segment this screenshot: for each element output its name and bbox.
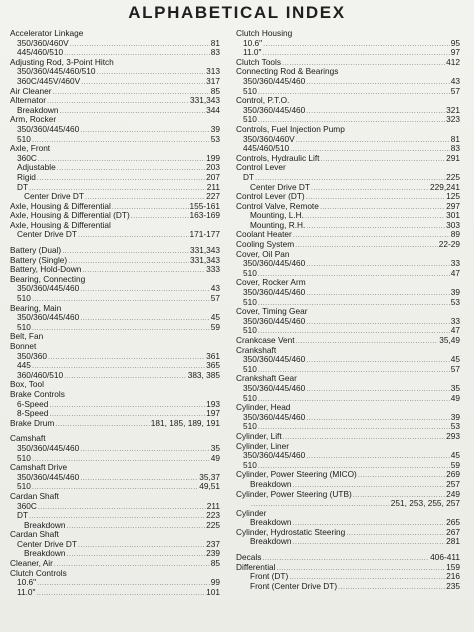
index-entry: [236, 106, 460, 116]
index-entry: [10, 473, 220, 483]
entry-label: Cylinder, Power Steering (MICO): [236, 469, 357, 480]
entry-label: Crankshaft: [236, 344, 277, 355]
entry-page-number: 237: [206, 538, 220, 549]
entry-label: Connecting Rod & Bearings: [236, 66, 339, 77]
entry-label: Camshaft Drive: [10, 462, 68, 473]
entry-label: Front (DT): [250, 571, 289, 582]
index-entry: [10, 419, 220, 429]
entry-label: Cylinder, Power Steering (UTB): [236, 488, 352, 499]
entry-label: Center Drive DT: [17, 229, 77, 240]
entry-page-number: 383, 385: [187, 369, 220, 380]
index-entry: [10, 588, 220, 598]
page-title: ALPHABETICAL INDEX: [128, 3, 346, 22]
index-entry: [10, 352, 220, 362]
dot-leader: [36, 589, 205, 599]
entry-page-number: 203: [206, 162, 220, 173]
entry-page-number: 53: [450, 296, 460, 307]
dot-leader: [306, 414, 449, 424]
entry-page-number: 22-29: [438, 239, 460, 250]
entry-label: Control Lever: [236, 162, 286, 173]
entry-label: 510: [17, 452, 31, 463]
entry-page-number: 59: [210, 321, 220, 332]
entry-label: Alternator: [10, 95, 46, 106]
entry-page-number: 216: [446, 571, 460, 582]
dot-leader: [295, 241, 438, 251]
entry-page-number: 293: [446, 430, 460, 441]
entry-page-number: 269: [446, 469, 460, 480]
entry-page-number: 239: [206, 548, 220, 559]
entry-label: Belt, Fan: [10, 331, 44, 342]
entry-label: Battery, Hold-Down: [10, 264, 82, 275]
entry-page-number: 297: [446, 200, 460, 211]
entry-page-number: 265: [446, 517, 460, 528]
entry-page-number: 412: [446, 56, 460, 67]
entry-label: 510: [17, 133, 31, 144]
dot-leader: [48, 353, 205, 363]
entry-page-number: 313: [206, 66, 220, 77]
entry-label: 445/460/510: [17, 47, 64, 58]
entry-page-number: 193: [206, 398, 220, 409]
index-entry: [10, 313, 220, 323]
entry-label: 11.0": [17, 586, 36, 597]
dot-leader: [277, 564, 446, 574]
entry-page-number: 317: [206, 75, 220, 86]
index-entry: [10, 332, 220, 342]
dot-leader: [53, 88, 210, 98]
entry-label: Axle, Front: [10, 143, 51, 154]
entry-label: Arm, Rocker: [10, 114, 57, 125]
entry-label: 350/360/460V: [243, 133, 295, 144]
entry-label: Battery (Dual): [10, 245, 62, 256]
entry-page-number: 45: [450, 450, 460, 461]
entry-label: 8-Speed: [17, 408, 49, 419]
entry-page-number: 303: [446, 219, 460, 230]
entry-label: Brake Drum: [10, 417, 55, 428]
dot-leader: [38, 155, 205, 165]
entry-page-number: 323: [446, 114, 460, 125]
index-entry: [236, 288, 460, 298]
entry-label: Decals: [236, 552, 262, 563]
entry-label: Center Drive DT: [24, 191, 84, 202]
dot-leader: [82, 266, 205, 276]
dot-leader: [80, 126, 209, 136]
dot-leader: [346, 529, 445, 539]
entry-page-number: 53: [450, 421, 460, 432]
entry-label: Control Valve, Remote: [236, 200, 319, 211]
dot-leader: [311, 184, 429, 194]
entry-label: 350/360/445/460: [17, 442, 80, 453]
dot-leader: [263, 40, 450, 50]
entry-label: 510: [243, 392, 257, 403]
dot-leader: [32, 136, 210, 146]
entry-label: Accelerator Linkage: [10, 28, 84, 38]
entry-label: 350/360/445/460: [17, 312, 80, 323]
entry-page-number: 251, 253, 255, 257: [390, 498, 460, 509]
index-entry: [10, 230, 220, 240]
entry-page-number: 53: [210, 133, 220, 144]
dot-leader: [306, 289, 449, 299]
entry-page-number: 83: [210, 47, 220, 58]
entry-page-number: 95: [450, 37, 460, 48]
entry-label: Cylinder, Head: [236, 402, 291, 413]
entry-label: Cardan Shaft: [10, 490, 59, 501]
entry-label: 350/360/445/460: [17, 123, 80, 134]
entry-label: Air Cleaner: [10, 85, 52, 96]
entry-page-number: 207: [206, 171, 220, 182]
entry-label: Camshaft: [10, 433, 46, 444]
dot-leader: [67, 550, 206, 560]
entry-label: 350/360/445/460: [243, 104, 306, 115]
entry-page-number: 97: [450, 47, 460, 58]
entry-label: Control, P.T.O.: [236, 95, 290, 106]
entry-label: Breakdown: [24, 548, 66, 559]
index-entry: [10, 502, 220, 512]
dot-leader: [49, 401, 205, 411]
entry-page-number: 211: [206, 181, 220, 192]
entry-label: 350/360: [17, 350, 47, 361]
entry-label: Control Lever (DT): [236, 191, 305, 202]
index-entry: [236, 537, 460, 547]
dot-leader: [68, 257, 189, 267]
entry-label: 350/360/445/460: [243, 287, 306, 298]
entry-page-number: 35: [450, 382, 460, 393]
dot-leader: [80, 474, 198, 484]
dot-leader: [60, 107, 206, 117]
entry-page-number: 57: [210, 293, 220, 304]
entry-label: 350/360/445/460: [243, 75, 306, 86]
dot-leader: [70, 40, 210, 50]
entry-label: DT: [243, 171, 255, 182]
entry-label: Rigid: [17, 171, 36, 182]
entry-page-number: 163-169: [189, 210, 220, 221]
entry-label: Cylinder: [236, 507, 267, 518]
entry-page-number: 45: [450, 354, 460, 365]
entry-page-number: 81: [210, 37, 220, 48]
entry-page-number: 331,343: [190, 95, 220, 106]
entry-label: 510: [243, 85, 257, 96]
entry-label: 350/360/445/460: [243, 411, 306, 422]
index-entry: [236, 39, 460, 49]
entry-label: 10.6": [243, 37, 263, 48]
entry-page-number: 101: [206, 586, 220, 597]
entry-label: Coolant Heater: [236, 229, 292, 240]
dot-leader: [57, 164, 205, 174]
entry-label: 10.6": [17, 577, 37, 588]
entry-page-number: 89: [450, 229, 460, 240]
entry-page-number: 333: [206, 264, 220, 275]
dot-leader: [306, 318, 449, 328]
dot-leader: [258, 423, 450, 433]
entry-label: 350/360/445/460: [17, 283, 80, 294]
entry-label: Brake Controls: [10, 388, 65, 399]
entry-label: Cylinder, Hydrostatic Steering: [236, 526, 346, 537]
entry-page-number: 267: [446, 526, 460, 537]
dot-leader: [47, 97, 189, 107]
entry-page-number: 181, 185, 189, 191: [150, 417, 220, 428]
entry-label: 360C/445V/460V: [17, 75, 81, 86]
entry-label: 445: [17, 360, 31, 371]
entry-page-number: 47: [450, 267, 460, 278]
entry-label: Cylinder, Lift: [236, 430, 282, 441]
entry-page-number: 39: [210, 123, 220, 134]
entry-label: Breakdown: [250, 517, 292, 528]
dot-leader: [55, 420, 150, 430]
entry-page-number: 229,241: [430, 181, 460, 192]
entry-page-number: 59: [450, 459, 460, 470]
entry-page-number: 281: [446, 536, 460, 547]
dot-leader: [320, 203, 445, 213]
index-entry: [10, 144, 220, 154]
entry-page-number: 223: [206, 510, 220, 521]
entry-label: Box, Tool: [10, 379, 44, 390]
dot-leader: [37, 579, 210, 589]
entry-label: Battery (Single): [10, 254, 68, 265]
dot-leader: [131, 212, 189, 222]
dot-leader: [306, 260, 449, 270]
entry-label: 350/360/445/460: [243, 354, 306, 365]
entry-page-number: 49: [210, 452, 220, 463]
index-entry: [236, 317, 460, 327]
dot-leader: [338, 583, 445, 593]
index-entry: [236, 77, 460, 87]
entry-label: Breakdown: [250, 536, 292, 547]
entry-page-number: 301: [446, 210, 460, 221]
entry-label: Mounting, R.H.: [250, 219, 306, 230]
entry-label: Cover, Oil Pan: [236, 248, 290, 259]
dot-leader: [64, 372, 187, 382]
entry-page-number: 159: [446, 561, 460, 572]
entry-label: Adjusting Rod, 3-Point Hitch: [10, 56, 114, 67]
entry-label: Breakdown: [24, 519, 66, 530]
entry-page-number: 43: [210, 283, 220, 294]
entry-label: Bearing, Main: [10, 302, 62, 313]
dot-leader: [262, 49, 449, 59]
entry-label: Axle, Housing & Differential: [10, 219, 111, 230]
dot-leader: [78, 231, 189, 241]
index-column-right: [236, 29, 460, 591]
dot-leader: [38, 503, 206, 513]
entry-page-number: 35,37: [199, 471, 220, 482]
entry-label: 350/360/445/460: [243, 382, 306, 393]
entry-page-number: 39: [450, 411, 460, 422]
entry-label: Bonnet: [10, 341, 37, 351]
entry-page-number: 43: [450, 75, 460, 86]
entry-label: DT: [17, 510, 29, 521]
dot-leader: [80, 285, 209, 295]
entry-label: Axle, Housing & Differential (DT): [10, 210, 130, 221]
dot-leader: [283, 433, 446, 443]
index-entry: [10, 444, 220, 454]
entry-label: 510: [243, 114, 257, 125]
entry-label: 510: [17, 321, 31, 332]
entry-label: Mounting, L.H.: [250, 210, 304, 221]
entry-label: 360C: [17, 152, 37, 163]
index-entry: [236, 499, 460, 509]
entry-label: Clutch Tools: [236, 56, 282, 67]
entry-page-number: 125: [446, 191, 460, 202]
index-entry: [10, 173, 220, 183]
entry-page-number: 33: [450, 258, 460, 269]
dot-leader: [320, 155, 445, 165]
entry-page-number: 99: [210, 577, 220, 588]
entry-label: 360/460/510: [17, 369, 64, 380]
entry-page-number: 361: [206, 350, 220, 361]
entry-label: Cover, Timing Gear: [236, 306, 308, 317]
entry-label: 350/360/445/460: [243, 450, 306, 461]
entry-page-number: 197: [206, 408, 220, 419]
entry-label: Controls, Hydraulic Lift: [236, 152, 320, 163]
entry-label: Clutch Controls: [10, 567, 67, 578]
entry-label: Crankshaft Gear: [236, 373, 297, 384]
entry-label: 445/460/510: [243, 143, 290, 154]
entry-label: 510: [243, 325, 257, 336]
entry-page-number: 33: [450, 315, 460, 326]
entry-page-number: 227: [206, 191, 220, 202]
entry-page-number: 35: [210, 442, 220, 453]
index-entry: [10, 163, 220, 173]
dot-leader: [32, 324, 210, 334]
dot-leader: [296, 337, 439, 347]
entry-label: 6-Speed: [17, 398, 49, 409]
dot-leader: [54, 560, 210, 570]
entry-page-number: 57: [450, 85, 460, 96]
entry-label: Center Drive DT: [250, 181, 310, 192]
dot-leader: [251, 500, 390, 510]
dot-leader: [67, 522, 206, 532]
entry-page-number: 47: [450, 325, 460, 336]
entry-label: 350/360/445/460/510: [17, 66, 96, 77]
entry-page-number: 35,49: [439, 335, 460, 345]
entry-page-number: 211: [206, 500, 220, 511]
index-entry: [236, 259, 460, 269]
entry-label: 510: [243, 267, 257, 278]
dot-leader: [78, 541, 205, 551]
entry-label: Front (Center Drive DT): [250, 580, 338, 591]
index-entry: [10, 125, 220, 135]
entry-label: 510: [243, 363, 257, 374]
dot-leader: [306, 385, 449, 395]
entry-label: Bearing, Connecting: [10, 273, 86, 284]
entry-label: 350/360/445/460: [17, 471, 80, 482]
entry-label: Crankcase Vent: [236, 335, 295, 345]
index-entry: [236, 413, 460, 423]
entry-label: 510: [243, 296, 257, 307]
entry-label: 510: [243, 421, 257, 432]
entry-label: 350/360/445/460: [243, 258, 306, 269]
entry-page-number: 291: [446, 152, 460, 163]
dot-leader: [306, 222, 445, 232]
index-entry: [236, 582, 460, 592]
entry-label: 350/360/445/460: [243, 315, 306, 326]
entry-page-number: 321: [446, 104, 460, 115]
entry-page-number: 257: [446, 478, 460, 489]
entry-label: DT: [17, 181, 29, 192]
index-entry: [10, 492, 220, 502]
dot-leader: [62, 247, 189, 257]
entry-label: Cover, Rocker Arm: [236, 277, 306, 288]
entry-label: 11.0": [243, 47, 262, 58]
entry-page-number: 81: [450, 133, 460, 144]
entry-label: Breakdown: [17, 104, 59, 115]
entry-label: Breakdown: [250, 478, 292, 489]
dot-leader: [358, 471, 445, 481]
entry-label: Adjustable: [17, 162, 56, 173]
dot-leader: [306, 193, 445, 203]
entry-label: 510: [17, 481, 31, 492]
entry-page-number: 199: [206, 152, 220, 163]
entry-page-number: 406-411: [430, 552, 460, 563]
index-entry: [10, 284, 220, 294]
dot-leader: [37, 174, 205, 184]
index-entry: [236, 29, 460, 39]
dot-leader: [80, 314, 209, 324]
entry-label: Cardan Shaft: [10, 529, 59, 540]
dot-leader: [262, 554, 429, 564]
entry-label: 510: [17, 293, 31, 304]
entry-label: Cleaner, Air: [10, 558, 53, 569]
entry-page-number: 331,343: [190, 245, 220, 256]
entry-page-number: 155-161: [189, 200, 220, 211]
entry-label: Cooling System: [236, 239, 295, 250]
entry-page-number: 171-177: [189, 229, 220, 240]
entry-page-number: 85: [210, 558, 220, 569]
dot-leader: [96, 68, 205, 78]
dot-leader: [306, 356, 449, 366]
index-entry: [236, 451, 460, 461]
entry-page-number: 331,343: [190, 254, 220, 265]
entry-page-number: 49,51: [199, 481, 220, 492]
entry-label: Center Drive DT: [17, 538, 77, 549]
dot-leader: [306, 107, 445, 117]
dot-leader: [80, 445, 209, 455]
index-entry: [10, 578, 220, 588]
index-entry: [10, 569, 220, 579]
dot-leader: [293, 538, 446, 548]
index-entry: [236, 163, 460, 173]
entry-label: Clutch Housing: [236, 28, 293, 38]
entry-page-number: 344: [206, 104, 220, 115]
entry-page-number: 85: [210, 85, 220, 96]
entry-page-number: 365: [206, 360, 220, 371]
entry-label: 360C: [17, 500, 37, 511]
entry-label: Differential: [236, 561, 276, 572]
entry-page-number: 45: [210, 312, 220, 323]
entry-label: Controls, Fuel Injection Pump: [236, 123, 345, 134]
index-column-left: [10, 29, 220, 597]
index-entry: [236, 384, 460, 394]
index-entry: [236, 355, 460, 365]
entry-page-number: 225: [206, 519, 220, 530]
entry-label: 510: [243, 459, 257, 470]
entry-page-number: 225: [446, 171, 460, 182]
entry-page-number: 57: [450, 363, 460, 374]
entry-page-number: 249: [446, 488, 460, 499]
dot-leader: [305, 212, 445, 222]
dot-leader: [306, 452, 449, 462]
dot-leader: [306, 78, 449, 88]
entry-label: Axle, Housing & Differential: [10, 200, 111, 211]
entry-page-number: 39: [450, 287, 460, 298]
entry-label: 350/360/460V: [17, 37, 69, 48]
entry-page-number: 235: [446, 580, 460, 591]
entry-page-number: 83: [450, 143, 460, 154]
dot-leader: [293, 231, 450, 241]
entry-page-number: 49: [450, 392, 460, 403]
dot-leader: [296, 136, 450, 146]
dot-leader: [81, 78, 205, 88]
entry-label: Cylinder, Liner: [236, 440, 290, 451]
